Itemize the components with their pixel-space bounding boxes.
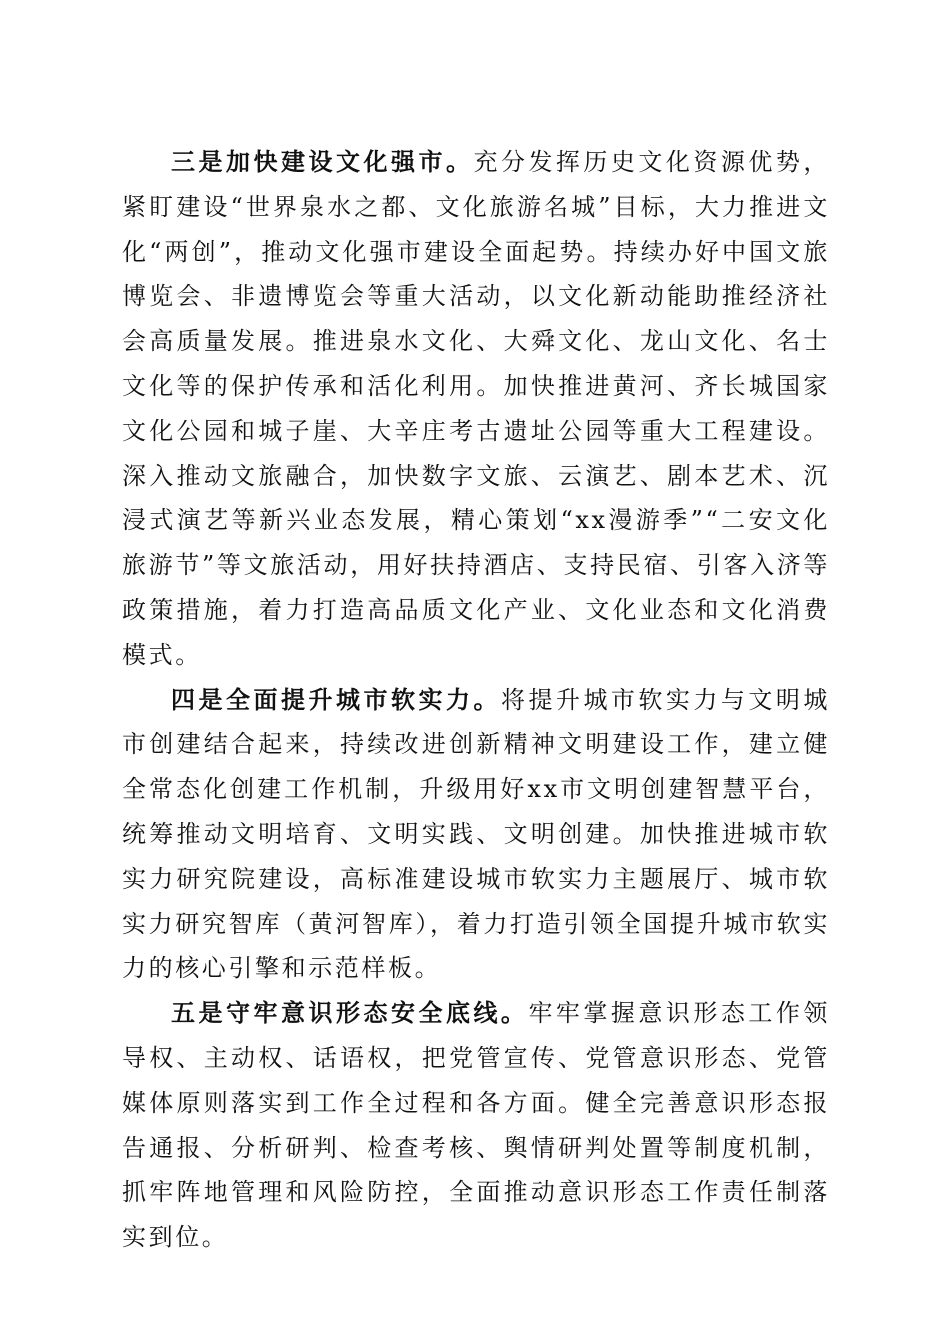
paragraph-soft-power <box>122 678 830 992</box>
paragraph-text: 充分发挥历史文化资源优势，紧盯建设“世界泉水之都、文化旅游名城”目标，大力推进文化“两创”，推动文化强市建设全面起势。持续办好中国文旅博览会、非遗博览会等重大活动，以文化新动能助推经济社会高质量发展。推进泉水文化、大舜文化、龙山文化、名士文化等的保护传承和活化利用。加快推进黄河、齐长城国家文化公园和城子崖、大辛庄考古遗址公园等重大工程建设。深入推动文旅融合，加快数字文旅、云演艺、剧本艺术、沉浸式演艺等新兴业态发展，精心策划“xx漫游季”“二安文化旅游节”等文旅活动，用好扶持酒店、支持民宿、引客入济等政策措施，着力打造高品质文化产业、文化业态和文化消费模式。 <box>122 148 830 669</box>
paragraph-text: 将提升城市软实力与文明城市创建结合起来，持续改进创新精神文明建设工作，建立健全常态化创建工作机制，升级用好xx市文明创建智慧平台，统筹推动文明培育、文明实践、文明创建。加快推进城市软实力研究院建设，高标准建设城市软实力主题展厅、城市软实力研究智库（黄河智库），着力打造引领全国提升城市软实力的核心引擎和示范样板。 <box>122 685 831 983</box>
paragraph-text: 牢牢掌握意识形态工作领导权、主动权、话语权，把党管宣传、党管意识形态、党管媒体原则落实到工作全过程和各方面。健全完善意识形态报告通报、分析研判、检查考核、舆情研判处置等制度机制，抓牢阵地管理和风险防控，全面推动意识形态工作责任制落实到位。 <box>122 999 830 1252</box>
paragraph-culture-city <box>122 140 830 678</box>
paragraph-ideology <box>122 991 830 1260</box>
paragraph-lead: 三是加快建设文化强市。 <box>171 147 474 176</box>
document-body <box>122 140 830 1260</box>
paragraph-lead: 四是全面提升城市软实力。 <box>171 684 501 714</box>
paragraph-lead: 五是守牢意识形态安全底线。 <box>171 998 529 1028</box>
